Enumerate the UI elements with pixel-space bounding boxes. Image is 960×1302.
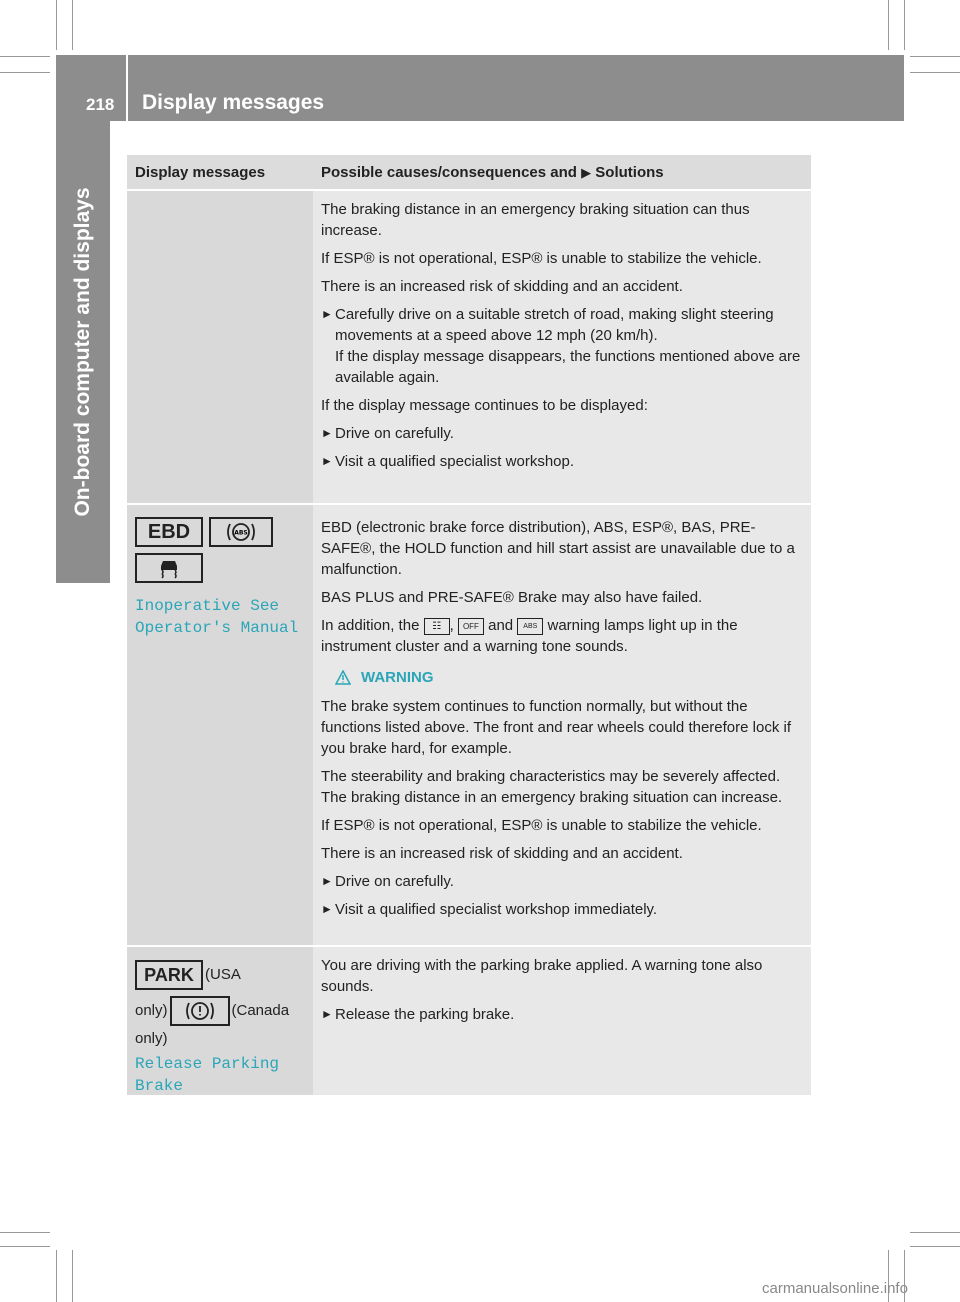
crop-mark (72, 1250, 73, 1302)
crop-mark (72, 0, 73, 50)
solution-cell (313, 191, 811, 503)
display-message-text: Release Parking Brake (135, 1055, 280, 1095)
solution-cell (313, 505, 811, 945)
message-cell (127, 505, 313, 945)
chapter-tab (56, 121, 110, 583)
paragraph: There is an increased risk of skidding and an accident. (321, 278, 683, 295)
step-item (321, 871, 803, 899)
region-label: only) (135, 1030, 168, 1047)
paragraph: In addition, the ☷ , OFF and ABS warning lamps light up in the instrument cluster and a warning tone sounds. (321, 617, 738, 655)
paragraph: If ESP® is not operational, ESP® is unable to stabilize the vehicle. (321, 817, 762, 834)
step-arrow-icon: ► (321, 874, 333, 888)
chapter-title: On-board computer and displays (71, 187, 94, 517)
step-arrow-icon: ► (321, 426, 333, 440)
paragraph: The steerability and braking characteristics may be severely affected. The braking distance in an emergency braking situation can increase. (321, 768, 783, 806)
park-brake-icon: PARK (135, 960, 203, 990)
table-row (127, 945, 811, 1095)
col-header-messages: Display messages (127, 155, 313, 189)
step-text: Visit a qualified specialist workshop. (335, 453, 575, 470)
inline-text: warning lamps light up in the instrument cluster and a warning tone sounds. (321, 617, 738, 655)
crop-mark (910, 1246, 960, 1247)
col-header-solutions-text: Solutions (595, 164, 664, 181)
table-row (127, 503, 811, 945)
message-cell (127, 191, 313, 503)
step-arrow-icon: ► (321, 1007, 333, 1021)
inline-text: In addition, the (321, 617, 420, 634)
message-cell (127, 947, 313, 1095)
warning-label: WARNING (361, 669, 434, 686)
brake-circle-icon (170, 996, 230, 1026)
step-arrow-icon: ► (321, 307, 333, 321)
step-arrow-icon: ► (321, 902, 333, 916)
esp-skid-icon: ☷ (424, 618, 450, 635)
step-text: Drive on carefully. (335, 425, 454, 442)
col-header-causes (313, 155, 811, 189)
solution-cell (313, 947, 811, 1095)
crop-mark (910, 72, 960, 73)
step-text: Carefully drive on a suitable stretch of road, making slight steering movements at a speed above 12 mph (20 km/h). (335, 306, 774, 344)
page-header (56, 55, 904, 121)
esp-skid-icon (135, 553, 203, 583)
paragraph: If ESP® is not operational, ESP® is unable to stabilize the vehicle. (321, 250, 762, 267)
crop-mark (888, 0, 889, 50)
crop-mark (56, 1250, 57, 1302)
table-row (127, 189, 811, 503)
warning-triangle-icon (335, 670, 351, 685)
page-number: 218 (86, 95, 115, 114)
paragraph: You are driving with the parking brake applied. A warning tone also sounds. (321, 957, 763, 995)
page-title: Display messages (142, 91, 325, 114)
warning-heading (335, 669, 803, 686)
region-label: only) (135, 1002, 168, 1019)
step-text: Release the parking brake. (335, 1006, 515, 1023)
svg-text:ABS: ABS (234, 529, 248, 537)
crop-mark (0, 1232, 50, 1233)
crop-mark (0, 56, 50, 57)
ebd-warning-icon: EBD (135, 517, 203, 547)
paragraph: There is an increased risk of skidding and an accident. (321, 845, 683, 862)
crop-mark (0, 1246, 50, 1247)
paragraph: If the display message continues to be displayed: (321, 397, 648, 414)
display-message-text: Inoperative See Operator's Manual (135, 597, 299, 637)
step-text: Visit a qualified specialist workshop immediately. (335, 901, 658, 918)
display-messages-table (127, 155, 811, 1095)
crop-mark (0, 72, 50, 73)
play-arrow-icon: ▶ (581, 165, 592, 180)
crop-mark (910, 1232, 960, 1233)
crop-mark (56, 0, 57, 50)
abs-warning-icon: ABS (517, 618, 543, 635)
col-header-causes-text: Possible causes/consequences and (321, 164, 577, 181)
step-text: If the display message disappears, the functions mentioned above are available again. (335, 348, 801, 386)
paragraph: The braking distance in an emergency braking situation can thus increase. (321, 201, 750, 239)
step-item (321, 304, 803, 395)
table-header-row (127, 155, 811, 189)
watermark-text: carmanualsonline.info (762, 1280, 908, 1297)
paragraph: BAS PLUS and PRE-SAFE® Brake may also have failed. (321, 589, 703, 606)
step-text: Drive on carefully. (335, 873, 454, 890)
step-item (321, 899, 803, 927)
step-item (321, 1004, 803, 1032)
crop-mark (904, 0, 905, 50)
paragraph: EBD (electronic brake force distribution), ABS, ESP®, BAS, PRE-SAFE®, the HOLD function and hill start assist are unavailable due to a malfunction. (321, 519, 795, 578)
paragraph: The brake system continues to function normally, but without the functions listed above. The front and rear wheels could therefore lock if you brake hard, for example. (321, 698, 791, 757)
step-arrow-icon: ► (321, 454, 333, 468)
inline-text: and (488, 617, 514, 634)
header-divider (126, 55, 128, 121)
region-label: (Canada (231, 1002, 290, 1019)
step-item (321, 451, 803, 479)
esp-off-icon: OFF (458, 618, 484, 635)
region-label: (USA (205, 966, 241, 983)
crop-mark (910, 56, 960, 57)
abs-warning-icon (209, 517, 273, 547)
step-item (321, 423, 803, 451)
